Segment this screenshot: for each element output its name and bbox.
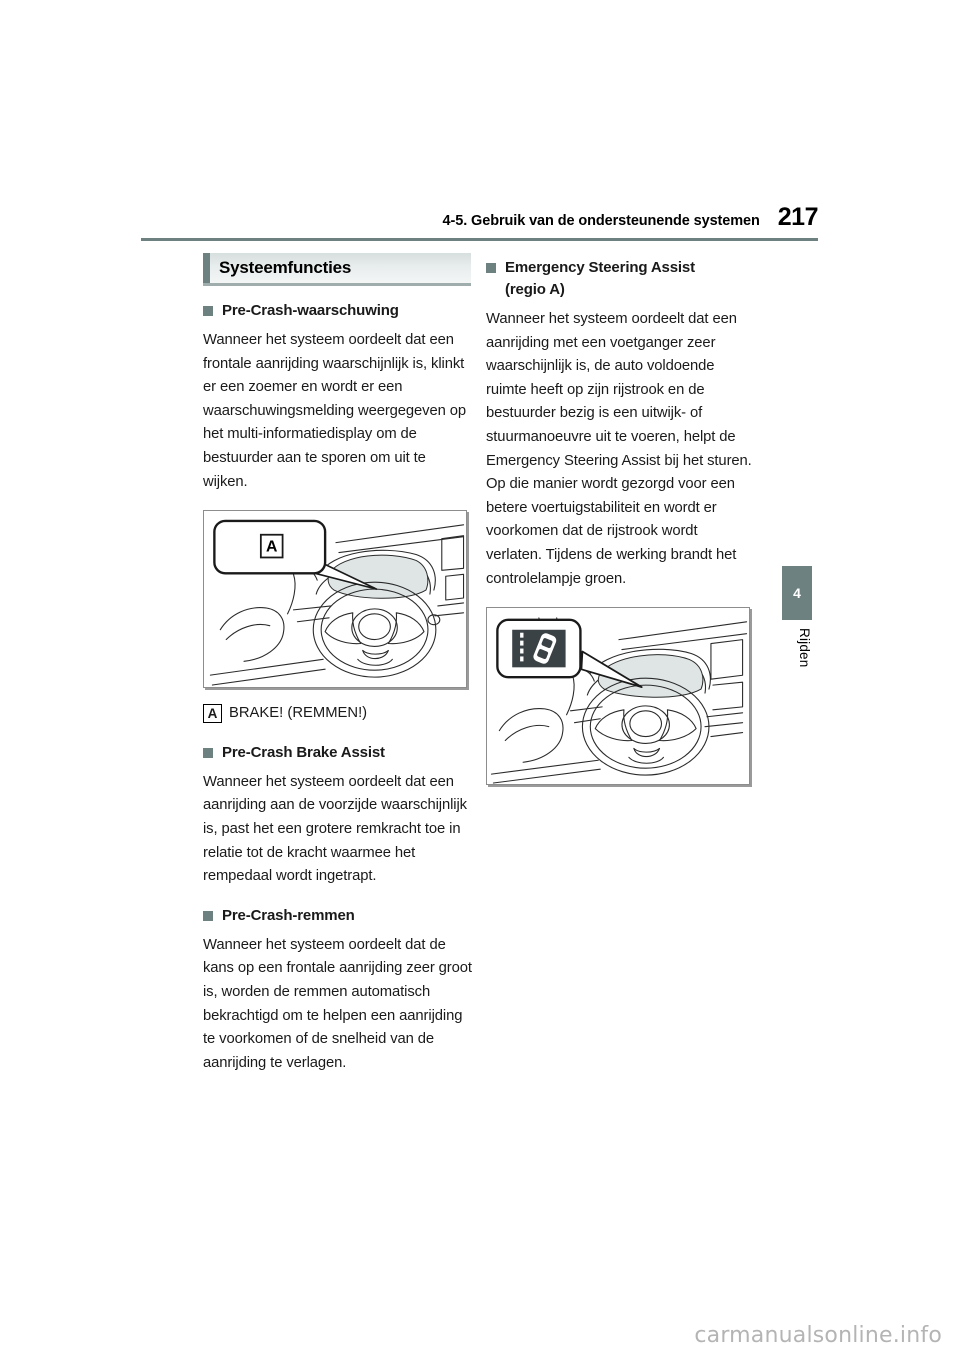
chapter-tab-label: Rijden	[797, 628, 812, 668]
paragraph-pre-crash-brake-assist: Wanneer het systeem oordeelt dat een aanrijding aan de voorzijde waarschijnlijk is, past het een grotere remkracht toe in relatie tot de kracht waarmee het rempedaal wordt ingetrapt.	[203, 773, 467, 885]
square-bullet-icon	[203, 306, 213, 316]
figure-callout-a-label: A	[266, 538, 278, 556]
subheading-label-line2: (regio A)	[505, 281, 565, 298]
subheading-label-line1: Emergency Steering Assist	[505, 259, 695, 276]
paragraph-pre-crash-waarschuwing: Wanneer het systeem oordeelt dat een frontale aanrijding waarschijnlijk is, klinkt er een zoemer en wordt er een waarschuwingsmelding weergegeven op het multi-informatiedisplay om de bestuurder aan te sporen om uit te wijken.	[203, 332, 467, 490]
subheading-label: Pre-Crash-remmen	[222, 906, 355, 924]
square-bullet-icon	[486, 263, 496, 273]
caption-text: BRAKE! (REMMEN!)	[229, 705, 368, 722]
left-column	[203, 253, 473, 1075]
paragraph-emergency-steering-assist: Wanneer het systeem oordeelt dat een aanrijding met een voetganger zeer waarschijnlijk is, de auto voldoende ruimte heeft op zijn rijstrook en de bestuurder bezig is een uitwijk- of stuurmanoeuvre uit te voeren, helpt de Emergency Steering Assist bij het sturen. Op die manier wordt gezorgd voor een betere voertuigstabiliteit en wordt er voorkomen dat de rijstrook wordt verlaten. Tijdens de werking brandt het controlelampje groen.	[486, 311, 752, 587]
dashboard-illustration-svg	[204, 511, 466, 687]
subheading-label: Pre-Crash-waarschuwing	[222, 302, 399, 319]
paragraph-pre-crash-remmen: Wanneer het systeem oordeelt dat de kans op een frontale aanrijding zeer groot is, worden de remmen automatisch bekrachtigd om te helpen een aanrijding te voorkomen of de snelheid van de aanrijding te verlagen.	[203, 936, 472, 1071]
lane-departure-icon	[512, 630, 565, 668]
dashboard-illustration-svg	[487, 608, 749, 784]
section-title: Systeemfuncties	[219, 258, 352, 278]
section-title-box	[203, 253, 471, 286]
subheading-pre-crash-brake-assist	[203, 742, 473, 764]
subheading-emergency-steering-assist	[486, 257, 756, 301]
header-divider	[141, 238, 818, 241]
square-bullet-icon	[203, 748, 213, 758]
square-bullet-icon	[203, 911, 213, 921]
header-section-title: 4-5. Gebruik van de ondersteunende systemen	[442, 213, 760, 229]
caption-badge-a: A	[203, 704, 222, 723]
right-column	[486, 253, 756, 799]
subheading-label-wrapper	[505, 257, 756, 301]
figure-dashboard-lane-indicator	[486, 607, 750, 785]
chapter-tab-number: 4	[782, 566, 812, 620]
figure-dashboard-display	[203, 510, 467, 688]
subheading-label: Pre-Crash Brake Assist	[222, 743, 385, 761]
subheading-pre-crash-waarschuwing	[203, 300, 473, 322]
figure-caption-a	[203, 702, 473, 726]
page-number: 217	[777, 203, 818, 231]
page-header	[141, 203, 818, 233]
site-watermark: carmanualsonline.info	[694, 1323, 942, 1348]
subheading-pre-crash-remmen	[203, 905, 473, 927]
